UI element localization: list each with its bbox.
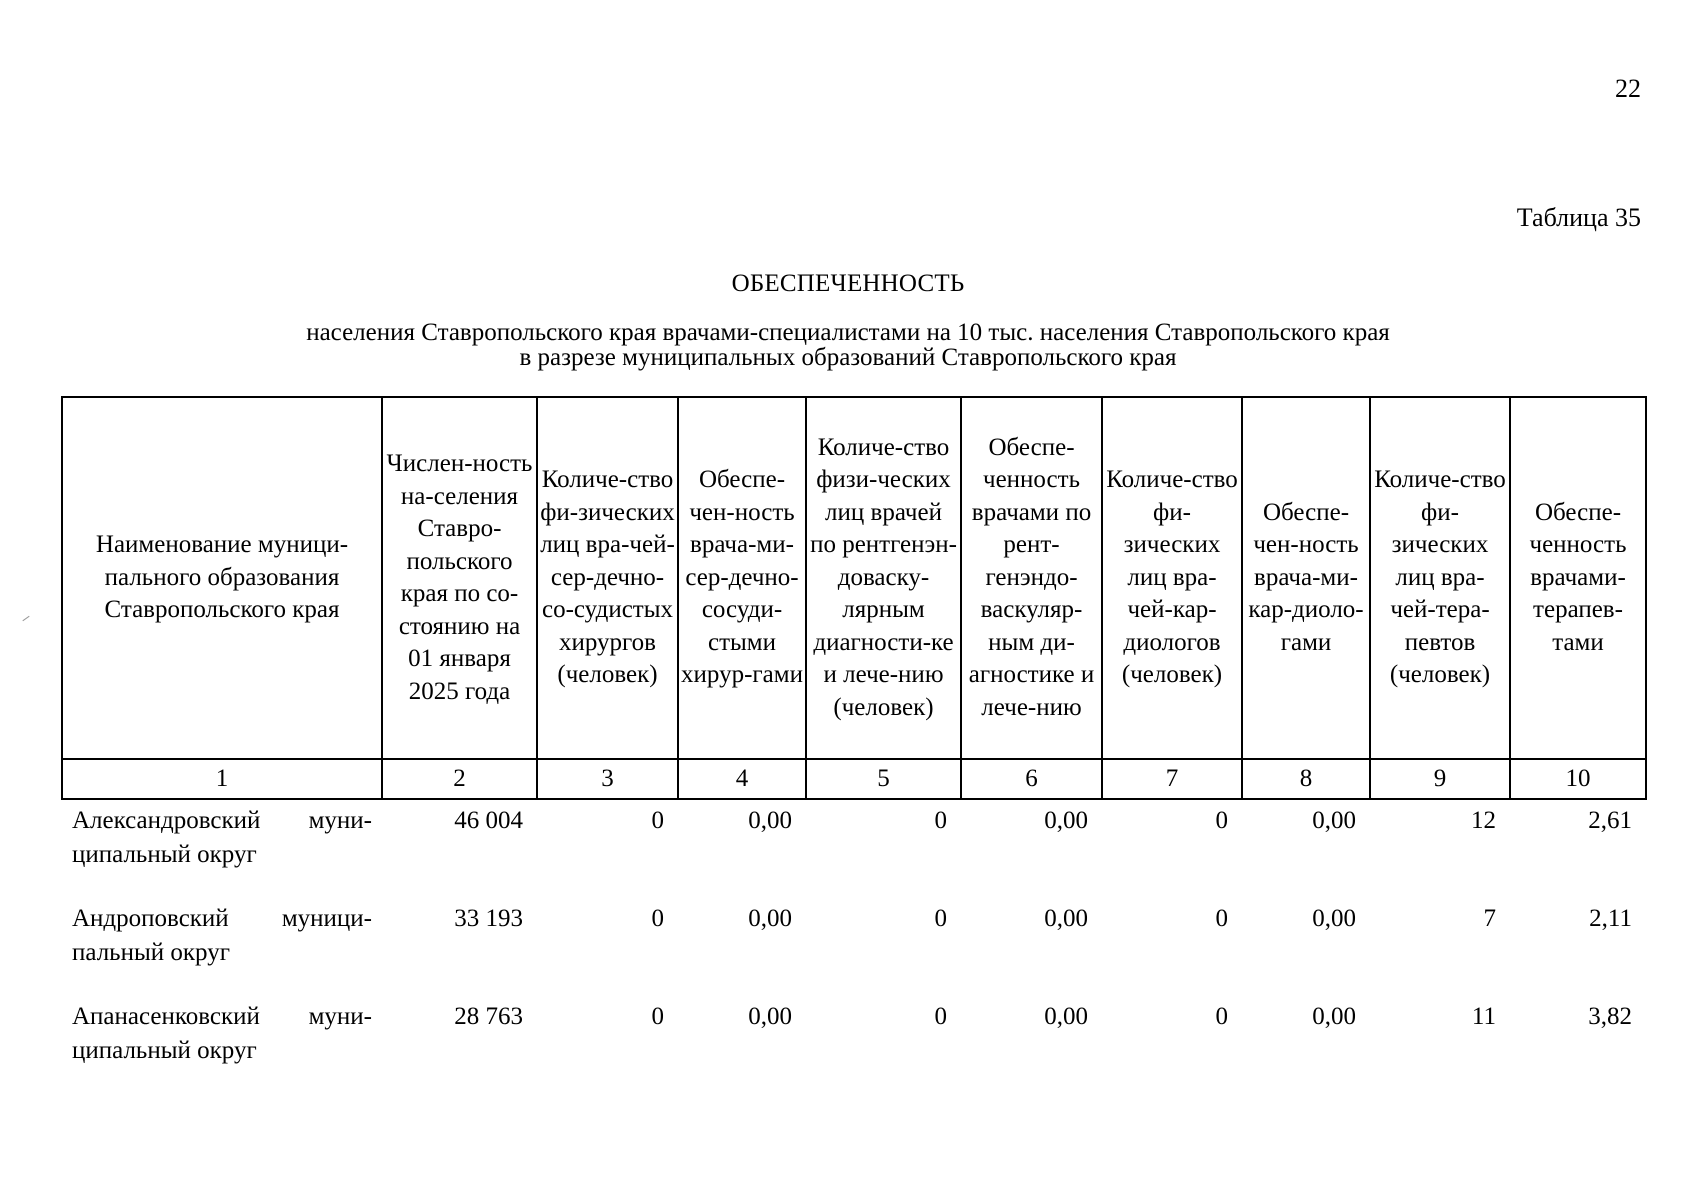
table-cell: 0,00 (1044, 1003, 1088, 1030)
column-number: 5 (806, 759, 961, 799)
table-cell: 0,00 (748, 905, 792, 932)
table-row (62, 898, 1646, 996)
table-cell: 0,00 (748, 807, 792, 834)
table-cell: 0 (934, 905, 947, 932)
header-cell: Наименование муници-пального образования Ставропольского края (62, 397, 382, 759)
subtitle-line-2: в разрезе муниципальных образований Ставропольского края (519, 344, 1177, 371)
table-cell: 2,61 (1588, 807, 1632, 834)
table-cell: 12 (1471, 807, 1496, 834)
subtitle-line-1: населения Ставропольского края врачами-специалистами на 10 тыс. населения Ставропольского края (306, 319, 1390, 346)
column-number: 3 (537, 759, 678, 799)
column-number: 6 (961, 759, 1102, 799)
header-cell: Обеспе-ченность врачами-терапев-тами (1510, 397, 1646, 759)
header-cell: Числен-ность на-селения Ставро-польского края по со-стоянию на 01 января 2025 года (382, 397, 537, 759)
column-number: 8 (1242, 759, 1370, 799)
table-cell: 0 (651, 1003, 664, 1030)
document-subtitle (0, 320, 1696, 370)
header-row (62, 397, 1646, 759)
municipality-name: Апанасенковский муни-ципальный округ (72, 1003, 372, 1064)
header-cell: Обеспе-чен-ность врача-ми-кар-диоло-гами (1242, 397, 1370, 759)
table-cell: 0 (1215, 1003, 1228, 1030)
table-cell: 0,00 (1044, 807, 1088, 834)
population-cell: 33 193 (454, 905, 523, 932)
page-number: 22 (1615, 74, 1641, 103)
table-cell: 0 (651, 905, 664, 932)
table-cell: 0 (934, 1003, 947, 1030)
scan-mark (22, 616, 29, 621)
table-cell: 2,11 (1589, 905, 1632, 932)
column-number: 7 (1102, 759, 1242, 799)
column-number-row (62, 759, 1646, 799)
table-row (62, 799, 1646, 898)
municipality-name: Александровский муни-ципальный округ (72, 807, 372, 868)
column-number: 4 (678, 759, 806, 799)
table-cell: 0,00 (748, 1003, 792, 1030)
table-row (62, 996, 1646, 1094)
header-cell: Количе-ство физи-ческих лиц врачей по рентгенэн-доваску-лярным диагности-ке и лече-нию (человек) (806, 397, 961, 759)
header-cell: Количе-ство фи-зических лиц вра-чей-сер-дечно-со-судистых хирургов (человек) (537, 397, 678, 759)
column-number: 2 (382, 759, 537, 799)
table-cell: 0 (1215, 905, 1228, 932)
table-label: Таблица 35 (1516, 203, 1641, 232)
document-title: ОБЕСПЕЧЕННОСТЬ (731, 270, 965, 297)
table-cell: 0,00 (1312, 905, 1356, 932)
header-cell: Обеспе-чен-ность врача-ми-сер-дечно-сосуди-стыми хирур-гами (678, 397, 806, 759)
table-cell: 7 (1483, 905, 1496, 932)
table-cell: 3,82 (1588, 1003, 1632, 1030)
population-cell: 46 004 (454, 807, 523, 834)
table-cell: 0,00 (1312, 807, 1356, 834)
population-cell: 28 763 (454, 1003, 523, 1030)
table-cell: 0 (934, 807, 947, 834)
column-number: 9 (1370, 759, 1510, 799)
table-cell: 0 (1215, 807, 1228, 834)
table-cell: 0,00 (1312, 1003, 1356, 1030)
column-number: 1 (62, 759, 382, 799)
column-number: 10 (1510, 759, 1646, 799)
header-cell: Обеспе-ченность врачами по рент-генэндо-васкуляр-ным ди-агностике и лече-нию (961, 397, 1102, 759)
header-cell: Количе-ство фи-зических лиц вра-чей-кар-диологов (человек) (1102, 397, 1242, 759)
table-cell: 0 (651, 807, 664, 834)
table-cell: 11 (1471, 1003, 1496, 1030)
header-cell: Количе-ство фи-зических лиц вра-чей-тера-певтов (человек) (1370, 397, 1510, 759)
table-cell: 0,00 (1044, 905, 1088, 932)
provision-table (61, 396, 1647, 1094)
municipality-name: Андроповский муници-пальный округ (72, 905, 372, 966)
